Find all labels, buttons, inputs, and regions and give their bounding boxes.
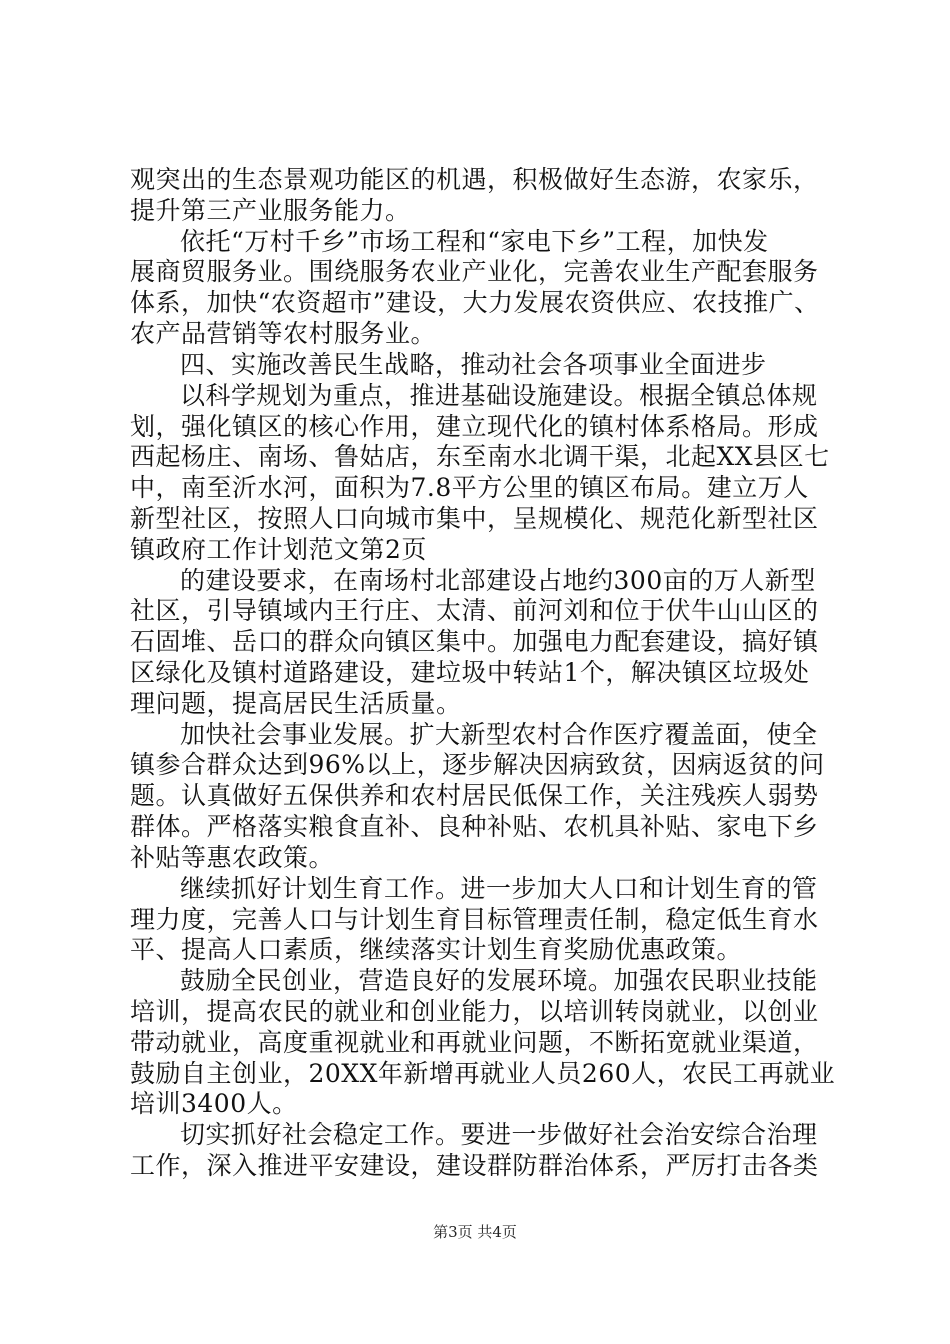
- body-text-line: 新型社区，按照人口向城市集中，呈规模化、规范化新型社区: [130, 504, 819, 533]
- body-text-line: 农产品营销等农村服务业。: [130, 319, 437, 348]
- body-text-line: 培训，提高农民的就业和创业能力，以培训转岗就业，以创业: [130, 997, 819, 1026]
- paragraph-first-line: 加快社会事业发展。扩大新型农村合作医疗覆盖面，使全: [180, 720, 818, 749]
- body-text-line: 群体。严格落实粮食直补、良种补贴、农机具补贴、家电下乡: [130, 812, 819, 841]
- body-text-line: 体系，加快“农资超市”建设，大力发展农资供应、农技推广、: [130, 288, 820, 317]
- body-text-line: 区绿化及镇村道路建设，建垃圾中转站1个，解决镇区垃圾处: [130, 658, 810, 687]
- body-text-line: 社区，引导镇域内王行庄、太清、前河刘和位于伏牛山山区的: [130, 596, 819, 625]
- body-text-line: 镇参合群众达到96%以上，逐步解决因病致贫，因病返贫的问: [130, 750, 825, 779]
- paragraph-first-line: 依托“万村千乡”市场工程和“家电下乡”工程，加快发: [180, 227, 769, 256]
- paragraph-first-line: 继续抓好计划生育工作。进一步加大人口和计划生育的管: [180, 874, 818, 903]
- body-text-line: 平、提高人口素质，继续落实计划生育奖励优惠政策。: [130, 935, 743, 964]
- paragraph-first-line: 切实抓好社会稳定工作。要进一步做好社会治安综合治理: [180, 1120, 818, 1149]
- body-text-line: 工作，深入推进平安建设，建设群防群治体系，严厉打击各类: [130, 1151, 819, 1180]
- page-footer: 第3页 共4页: [433, 1223, 517, 1241]
- body-text-line: 题。认真做好五保供养和农村居民低保工作，关注残疾人弱势: [130, 781, 819, 810]
- body-text-line: 西起杨庄、南场、鲁姑店，东至南水北调干渠，北起XX县区七: [130, 442, 830, 471]
- paragraph-first-line: 以科学规划为重点，推进基础设施建设。根据全镇总体规: [180, 381, 818, 410]
- body-text-line: 培训3400人。: [130, 1089, 298, 1118]
- body-text-line: 理问题，提高居民生活质量。: [130, 689, 462, 718]
- body-text-line: 展商贸服务业。围绕服务农业产业化，完善农业生产配套服务: [130, 257, 819, 286]
- body-text-line: 带动就业，高度重视就业和再就业问题，不断拓宽就业渠道，: [130, 1028, 819, 1057]
- body-text-line: 鼓励自主创业，20XX年新增再就业人员260人，农民工再就业: [130, 1059, 836, 1088]
- section-heading: 四、实施改善民生战略，推动社会各项事业全面进步: [180, 350, 767, 379]
- body-text-line: 补贴等惠农政策。: [130, 843, 335, 872]
- body-text-line: 中，南至沂水河，面积为7.8平方公里的镇区布局。建立万人: [130, 473, 809, 502]
- body-text-line: 观突出的生态景观功能区的机遇，积极做好生态游，农家乐，: [130, 165, 819, 194]
- body-text-line: 石固堆、岳口的群众向镇区集中。加强电力配套建设，搞好镇: [130, 627, 819, 656]
- paragraph-first-line: 的建设要求，在南场村北部建设占地约300亩的万人新型: [180, 566, 816, 595]
- body-text-line: 划，强化镇区的核心作用，建立现代化的镇村体系格局。形成: [130, 412, 819, 441]
- paragraph-first-line: 鼓励全民创业，营造良好的发展环境。加强农民职业技能: [180, 966, 818, 995]
- body-text-line: 提升第三产业服务能力。: [130, 196, 411, 225]
- embedded-page-title: 镇政府工作计划范文第2页: [130, 535, 427, 564]
- body-text-line: 理力度，完善人口与计划生育目标管理责任制，稳定低生育水: [130, 905, 819, 934]
